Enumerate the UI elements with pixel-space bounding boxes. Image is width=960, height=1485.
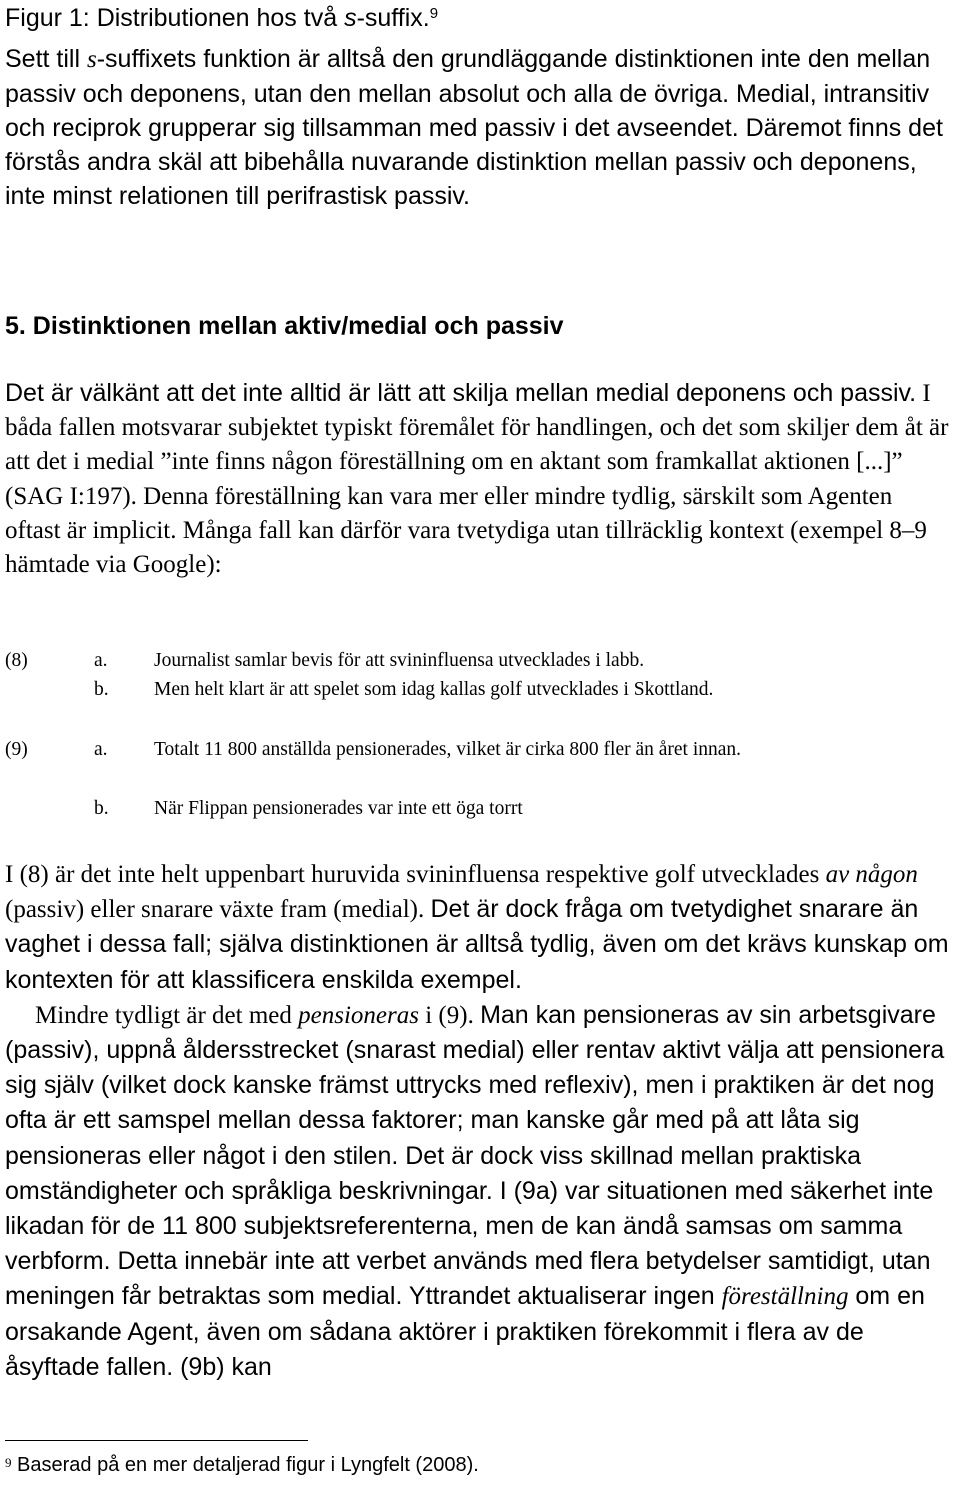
- paragraph-4-text-2: i (9).: [418, 1001, 481, 1029]
- paragraph-4-sans-2: om en orsakande Agent, även om sådana aktörer i praktiken förekommit i flera av de åsyftade fallen. (9b) kan: [5, 1282, 925, 1381]
- paragraph-3-sans: Det är dock fråga om tvetydighet snarare än vaghet i dessa fall; själva distinktionen är alltså tydlig, även om det krävs kunskap om kontexten för att klassificera enskilda exempel.: [5, 895, 949, 994]
- paragraph-2-serif: I båda fallen motsvarar subjektet typiskt föremålet för handlingen, och det som skiljer dem åt är att det i medial ”inte finns någon föreställning om en aktant som framkallat aktionen [...]” (SAG I:197). Denna föreställning kan vara mer eller mindre tydlig, särskilt som Agenten oftast är implicit. Många fall kan därför vara tvetydiga utan tillräcklig kontext (exempel 8–9 hämtade via Google):: [5, 380, 949, 579]
- paragraph-1: [5, 42, 950, 213]
- paragraph-3-italic: av någon: [825, 861, 918, 888]
- caption-text: Figur 1: Distributionen hos två: [5, 4, 345, 32]
- footnote-text: Baserad på en mer detaljerad figur i Lyngfelt (2008).: [11, 1454, 479, 1476]
- paragraph-4: [5, 998, 957, 1385]
- footnote: [5, 1452, 479, 1478]
- paragraph-3: [5, 861, 949, 994]
- paragraph-4-sans: Man kan pensioneras av sin arbetsgivare (passiv), uppnå åldersstrecket (snarast medial) eller rentav aktivt välja att pensionera sig själv (vilket dock kanske främst uttrycks med reflexiv), men i praktiken är det nog ofta är ett samspel mellan dessa faktorer; man kanske går med på att låta sig pensioneras eller något i den stilen. Det är dock viss skillnad mellan praktiska omständigheter och språkliga beskrivningar. I (9a) var situationen med säkerhet inte likadan för de 11 800 subjektsreferenterna, men de kan ändå samsas om samma verbform. Detta innebär inte att verbet används med flera betydelser samtidigt, utan meningen får betraktas som medial. Yttrandet aktualiserar ingen: [5, 1000, 945, 1311]
- footnote-reference[interactable]: 9: [429, 5, 439, 22]
- example-letter: a.: [94, 650, 108, 671]
- paragraph-4-italic: pensioneras: [298, 1001, 419, 1029]
- example-letter: b.: [94, 679, 109, 700]
- example-number: (9): [5, 739, 28, 760]
- paragraph-3-4: [5, 858, 957, 1385]
- example-letter: a.: [94, 739, 108, 760]
- footnote-number: 9: [5, 1455, 12, 1470]
- caption-suffix: -suffix.: [356, 4, 430, 32]
- paragraph-2: [5, 376, 953, 582]
- paragraph-3-text: I (8) är det inte helt uppenbart huruvida svininfluensa respektive golf utvecklades: [5, 861, 826, 888]
- example-text: Men helt klart är att spelet som idag kallas golf utvecklades i Skottland.: [154, 679, 714, 700]
- paragraph-1-text: Sett till: [5, 45, 87, 73]
- footnote-divider: [5, 1440, 308, 1441]
- paragraph-3-text-2: (passiv) eller snarare växte fram (medial).: [5, 896, 431, 924]
- section-heading: 5. Distinktionen mellan aktiv/medial och passiv: [5, 312, 564, 340]
- caption-italic: s: [344, 4, 357, 32]
- paragraph-1-text-2: -suffixets funktion är alltså den grundläggande distinktionen inte den mellan passiv och deponens, utan den mellan absolut och alla de övriga. Medial, intransitiv och reciprok grupperar sig tillsamman med passiv i det avseendet. Däremot finns det förstås andra skäl att bibehålla nuvarande distinktion mellan passiv och deponens, inte minst relationen till perifrastisk passiv.: [5, 45, 943, 210]
- paragraph-4-text: Mindre tydligt är det med: [35, 1001, 299, 1029]
- example-number: (8): [5, 650, 28, 671]
- example-text: När Flippan pensionerades var inte ett öga torrt: [154, 798, 523, 819]
- example-text: Journalist samlar bevis för att svininfluensa utvecklades i labb.: [154, 650, 645, 671]
- figure-caption: [5, 2, 438, 34]
- example-text: Totalt 11 800 anställda pensionerades, vilket är cirka 800 fler än året innan.: [154, 739, 742, 760]
- paragraph-1-italic: s: [86, 46, 97, 73]
- paragraph-4-italic-2: föreställning: [721, 1283, 849, 1311]
- example-letter: b.: [94, 798, 109, 819]
- paragraph-2-sans: Det är välkänt att det inte alltid är lätt att skilja mellan medial deponens och passiv.: [5, 379, 917, 407]
